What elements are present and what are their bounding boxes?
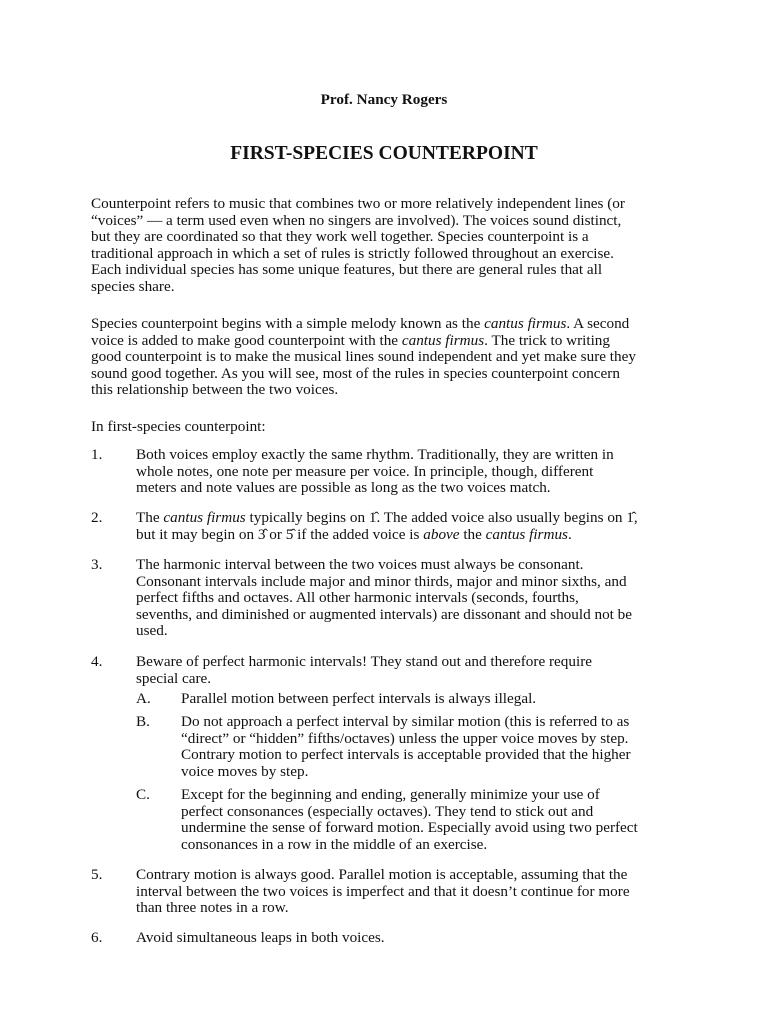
rule-number: 5.: [91, 866, 103, 883]
text-line: Each individual species has some unique features, but there are general rules that all: [91, 261, 603, 279]
italic-term: cantus firmus: [163, 509, 246, 526]
text-line: this relationship between the two voices.: [91, 381, 339, 399]
text-line: but they are coordinated so that they work well together. Species counterpoint is a: [91, 228, 589, 246]
text-line: traditional approach in which a set of rules is strictly followed throughout an exercise.: [91, 244, 614, 262]
text-line: Parallel motion between perfect intervals is always illegal.: [181, 690, 537, 707]
text-line: [136, 510, 692, 527]
sub-rule-letter: C.: [136, 786, 150, 803]
text-run: The: [136, 509, 164, 526]
rule-number: 1.: [91, 446, 103, 463]
text-line: “voices” — a term used even when no singers are involved). The voices sound distinct,: [91, 211, 622, 229]
italic-term: cantus firmus: [485, 525, 568, 543]
text-line: special care.: [136, 669, 212, 687]
rule-number: 6.: [91, 929, 103, 946]
text-line: Avoid simultaneous leaps in both voices.: [136, 929, 385, 946]
text-line: Do not approach a perfect interval by similar motion (this is referred to as: [181, 713, 630, 730]
text-run: Species counterpoint begins with a simple melody known as the: [91, 315, 485, 332]
text-line: [91, 333, 691, 350]
text-line: undermine the sense of forward motion. Especially avoid using two perfect: [181, 819, 638, 837]
list-intro: In first-species counterpoint:: [91, 418, 266, 435]
text-line: sound good together. As you will see, most of the rules in species counterpoint concern: [91, 364, 620, 382]
rule-number: 2.: [91, 509, 103, 526]
rule-number: 3.: [91, 556, 103, 573]
rule-text: [136, 510, 692, 543]
sub-rule-letter: B.: [136, 713, 150, 730]
text-run: but it may begin on 3̂ or 5̂ if the added voice is: [136, 525, 424, 543]
text-run: .: [567, 525, 572, 543]
sub-rule-text: [181, 787, 691, 853]
text-line: consonances in a row in the middle of an exercise.: [181, 835, 488, 853]
sub-rule-text: [181, 691, 691, 708]
text-line: Contrary motion to perfect intervals is acceptable provided that the higher: [181, 746, 631, 764]
text-line: Except for the beginning and ending, generally minimize your use of: [181, 786, 600, 803]
rule-number: 4.: [91, 653, 103, 670]
text-line: Both voices employ exactly the same rhythm. Traditionally, they are written in: [136, 446, 614, 463]
text-line: [136, 527, 692, 544]
text-run: . The trick to writing: [484, 331, 610, 349]
text-line: perfect consonances (especially octaves). They tend to stick out and: [181, 802, 594, 820]
text-line: voice moves by step.: [181, 762, 309, 780]
text-line: meters and note values are possible as long as the two voices match.: [136, 479, 551, 497]
rule-text: [136, 654, 692, 687]
text-line: Consonant intervals include major and minor thirds, major and minor sixths, and: [136, 572, 627, 590]
text-run: the: [459, 525, 486, 543]
sub-rule-letter: A.: [136, 690, 151, 707]
rule-text: [136, 557, 692, 640]
text-line: than three notes in a row.: [136, 899, 289, 917]
rule-text: [136, 447, 692, 497]
text-line: interval between the two voices is imperfect and that it doesn’t continue for more: [136, 882, 630, 900]
intro-paragraph: [91, 196, 691, 296]
text-line: “direct” or “hidden” fifths/octaves) unless the upper voice moves by step.: [181, 729, 629, 747]
text-line: The harmonic interval between the two voices must always be consonant.: [136, 556, 584, 573]
italic-term: cantus firmus: [484, 315, 567, 332]
text-run: typically begins on 1̂. The added voice also usually begins on 1̂,: [245, 509, 638, 526]
text-line: sevenths, and diminished or augmented intervals) are dissonant and should not be: [136, 605, 633, 623]
text-line: whole notes, one note per measure per voice. In principle, though, different: [136, 462, 594, 480]
text-line: Contrary motion is always good. Parallel motion is acceptable, assuming that the: [136, 866, 628, 883]
sub-rule-text: [181, 714, 691, 780]
text-line: perfect fifths and octaves. All other harmonic intervals (seconds, fourths,: [136, 589, 579, 607]
text-line: good counterpoint is to make the musical lines sound independent and yet make sure they: [91, 348, 636, 366]
text-line: Beware of perfect harmonic intervals! They stand out and therefore require: [136, 653, 592, 670]
text-run: . A second: [566, 315, 630, 332]
cantus-firmus-paragraph: [91, 316, 691, 399]
text-line: used.: [136, 622, 168, 640]
document-title: FIRST-SPECIES COUNTERPOINT: [230, 143, 538, 164]
author-name: Prof. Nancy Rogers: [320, 91, 448, 108]
italic-term: cantus firmus: [401, 331, 485, 349]
rule-text: [136, 930, 692, 947]
text-line: [91, 316, 691, 333]
text-line: Counterpoint refers to music that combines two or more relatively independent lines (or: [91, 195, 625, 212]
rule-text: [136, 867, 692, 917]
italic-term: above: [423, 525, 460, 543]
text-run: voice is added to make good counterpoint with the: [91, 331, 402, 349]
text-line: species share.: [91, 277, 175, 295]
